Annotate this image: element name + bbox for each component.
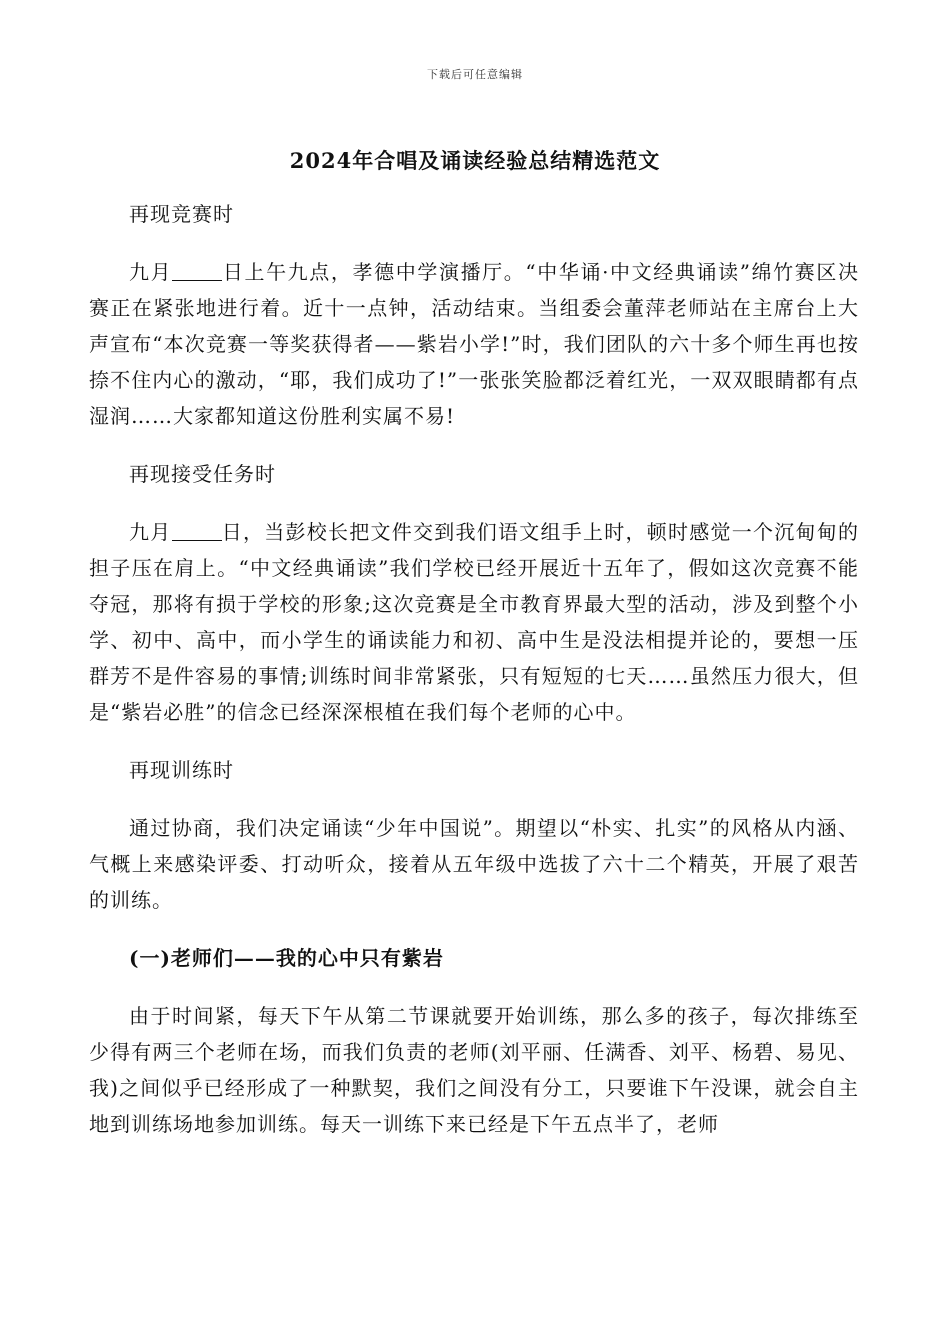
date-blank bbox=[172, 260, 222, 281]
paragraph-text: 日，当彭校长把文件交到我们语文组手上时，顿时感觉一个沉甸甸的担子压在肩上。“中文经典诵读”我们学校已经开展近十五年了，假如这次竞赛不能夺冠，那将有损于学校的形象;这次竞赛是全市教育界最大型的活动，涉及到整个小学、初中、高中，而小学生的诵读能力和初、高中生是没法相提并论的，要想一压群芳不是件容易的事情;训练时间非常紧张，只有短短的七天……虽然压力很大，但是“紫岩必胜”的信念已经深深根植在我们每个老师的心中。 bbox=[89, 520, 859, 724]
section-heading-training: 再现训练时 bbox=[129, 758, 234, 782]
paragraph-prefix: 九月 bbox=[129, 260, 173, 284]
section-heading-task: 再现接受任务时 bbox=[129, 462, 276, 486]
paragraph-prefix: 九月 bbox=[129, 520, 172, 544]
paragraph-text: 日上午九点，孝德中学演播厅。“中华诵·中文经典诵读”绵竹赛区决赛正在紧张地进行着。近十一点钟，活动结束。当组委会董萍老师站在主席台上大声宣布“本次竞赛一等奖获得者——紫岩小学!”时，我们团队的六十多个师生再也按捺不住内心的激动，“耶，我们成功了!”一张张笑脸都泛着红光，一双双眼睛都有点湿润……大家都知道这份胜利实属不易! bbox=[89, 260, 860, 428]
paragraph-competition bbox=[89, 254, 859, 434]
header-note: 下载后可任意编辑 bbox=[427, 68, 523, 81]
paragraph-task bbox=[89, 514, 859, 730]
date-blank bbox=[172, 520, 222, 541]
section-heading-competition: 再现竞赛时 bbox=[129, 202, 234, 226]
document-body bbox=[89, 196, 859, 1142]
paragraph-teachers: 由于时间紧，每天下午从第二节课就要开始训练，那么多的孩子，每次排练至少得有两三个老师在场，而我们负责的老师(刘平丽、任满香、刘平、杨碧、易见、我)之间似乎已经形成了一种默契，我们之间没有分工，只要谁下午没课，就会自主地到训练场地参加训练。每天一训练下来已经是下午五点半了，老师 bbox=[89, 1004, 859, 1136]
document-title: 2024年合唱及诵读经验总结精选范文 bbox=[289, 148, 661, 173]
paragraph-training: 通过协商，我们决定诵读“少年中国说”。期望以“朴实、扎实”的风格从内涵、气概上来感染评委、打动听众，接着从五年级中选拔了六十二个精英，开展了艰苦的训练。 bbox=[89, 816, 859, 912]
subsection-heading-teachers: (一)老师们——我的心中只有紫岩 bbox=[129, 946, 444, 970]
